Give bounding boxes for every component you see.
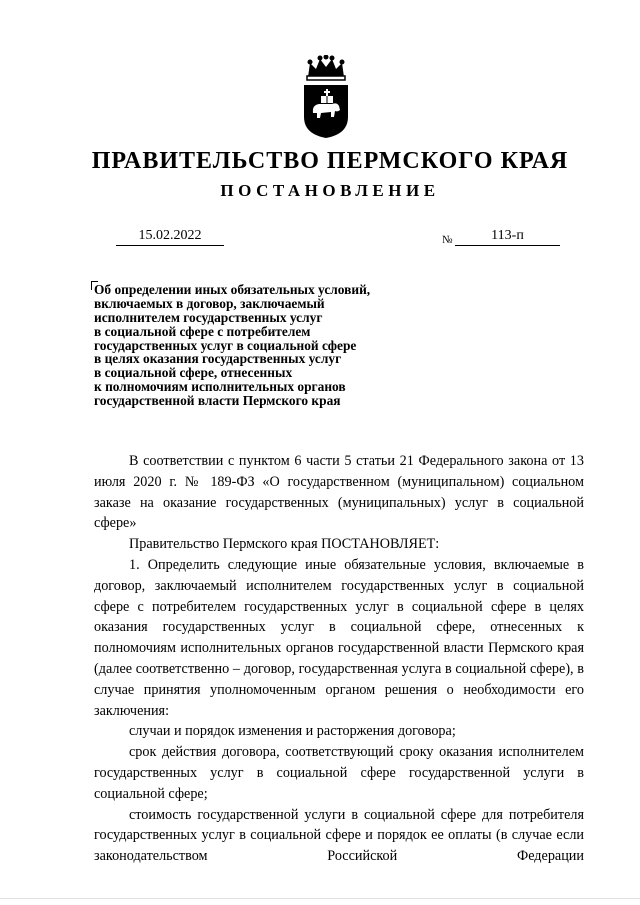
government-title: ПРАВИТЕЛЬСТВО ПЕРМСКОГО КРАЯ	[91, 148, 569, 174]
body-paragraph: 1. Определить следующие иные обязательные условия, включаемые в договор, заключаемый исполнителем государственных услуг в социальной сфере с потребителем государственных услуг в социальной сфере в целях оказания государственных услуг в социальной сфере, отнесенных к полномочиям исполнительных органов государственной власти Пермского края (далее соответственно – договор, государственная услуга в социальной сфере), в случае принятия уполномоченным органом решения о необходимости его заключения:	[94, 556, 584, 719]
subject-line: исполнителем государственных услуг	[94, 309, 323, 325]
subject-line: в социальной сфере, отнесенных	[94, 365, 293, 381]
document-body	[94, 451, 584, 867]
page-bottom-edge	[0, 898, 640, 899]
body-paragraph: случаи и порядок изменения и расторжения договора;	[129, 723, 456, 740]
body-paragraph: стоимость государственной услуги в социальной сфере для потребителя государственных услуг в социальной сфере и порядок ее оплаты (в случае если законодательством Российской Федерации	[94, 806, 584, 865]
subject-line: включаемых в договор, заключаемый	[94, 295, 325, 311]
document-type: ПОСТАНОВЛЕНИЕ	[220, 181, 440, 200]
subject-line: государственной власти Пермского края	[94, 393, 341, 409]
document-number: 113-п	[455, 228, 560, 246]
subject-line: Об определении иных обязательных условий,	[94, 282, 371, 297]
subject-line: в целях оказания государственных услуг	[94, 351, 342, 367]
number-sign: №	[442, 234, 453, 246]
subject-line: государственных услуг в социальной сфере	[94, 337, 357, 353]
body-paragraph: срок действия договора, соответствующий сроку оказания исполнителем государственных услуг в социальной сфере государственной услуги в социальной сфере;	[94, 744, 584, 802]
subject-line: к полномочиям исполнительных органов	[94, 379, 346, 395]
subject-line: в социальной сфере с потребителем	[94, 323, 311, 339]
body-paragraph: Правительство Пермского края ПОСТАНОВЛЯЕТ:	[129, 536, 440, 553]
body-paragraph: В соответствии с пунктом 6 части 5 статьи 21 Федерального закона от 13 июля 2020 г. № 189-ФЗ «О государственном (муниципальном) социальном заказе на оказание государственных (муниципальных) услуг в социальной сфере»	[94, 453, 584, 532]
document-date: 15.02.2022	[116, 228, 224, 246]
perm-krai-coat-of-arms-icon	[300, 55, 352, 140]
document-subject	[94, 283, 454, 408]
